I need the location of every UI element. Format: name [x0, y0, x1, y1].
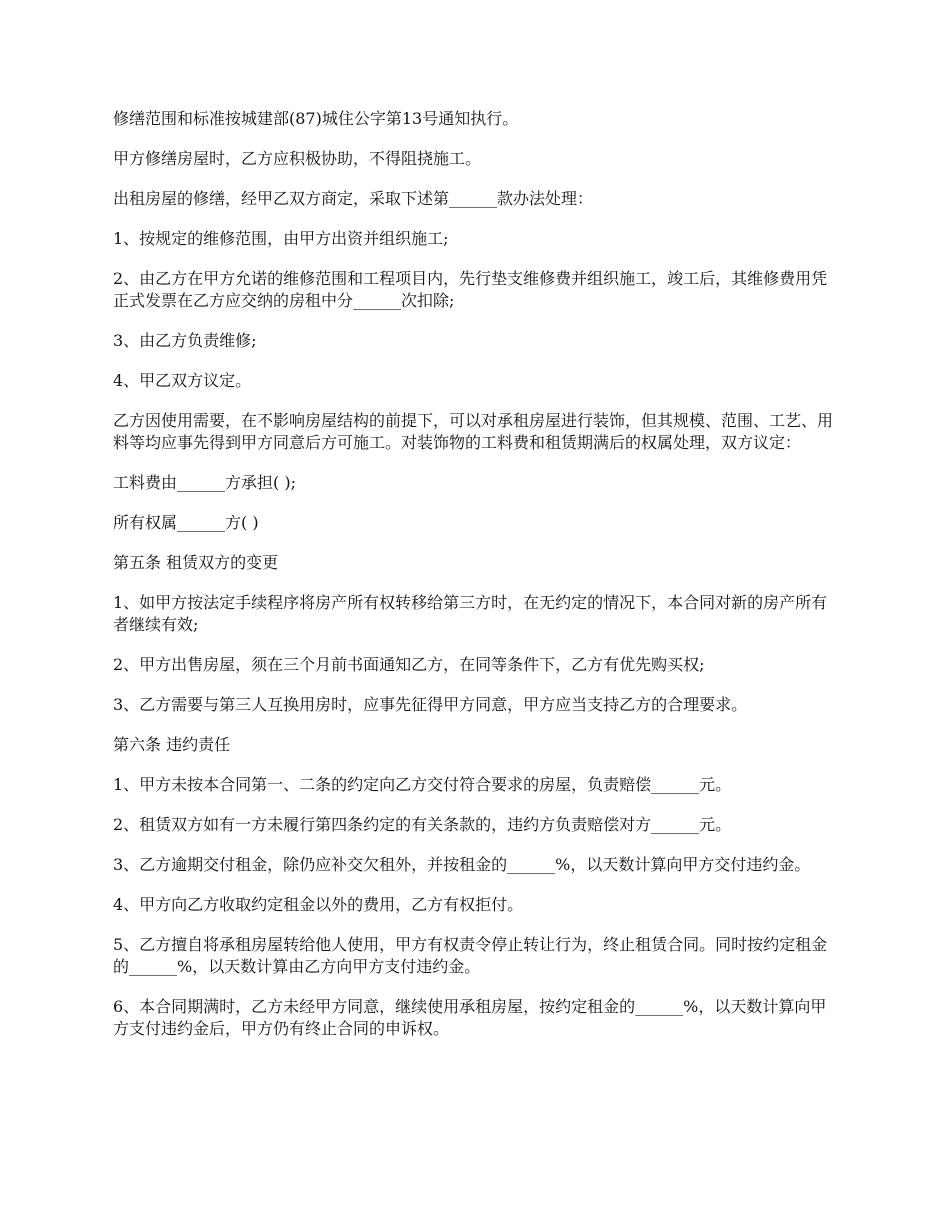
paragraph-decoration: 乙方因使用需要，在不影响房屋结构的前提下，可以对承租房屋进行装饰，但其规模、范围、工艺、用料等均应事先得到甲方同意后方可施工。对装饰物的工料费和租赁期满后的权属处理，双方议定： [113, 411, 834, 452]
paragraph-breach-4: 4、甲方向乙方收取约定租金以外的费用，乙方有权拒付。 [113, 895, 524, 914]
paragraph-decoration-cost: 工料费由______方承担( ); [113, 473, 296, 492]
paragraph-repair-cooperation: 甲方修缮房屋时，乙方应积极协助，不得阻挠施工。 [113, 149, 482, 168]
paragraph-breach-1: 1、甲方未按本合同第一、二条的约定向乙方交付符合要求的房屋，负责赔偿______元。 [113, 775, 732, 794]
paragraph-repair-option-1: 1、按规定的维修范围，由甲方出资并组织施工; [113, 229, 449, 248]
paragraph-breach-3: 3、乙方逾期交付租金，除仍应补交欠租外，并按租金的______%，以天数计算向甲方交付违约金。 [113, 855, 811, 874]
paragraph-breach-5: 5、乙方擅自将承租房屋转给他人使用，甲方有权责令停止转让行为，终止租赁合同。同时按约定租金的______%，以天数计算由乙方向甲方支付违约金。 [113, 935, 828, 976]
paragraph-repair-scope: 修缮范围和标准按城建部(87)城住公字第13号通知执行。 [113, 109, 519, 128]
paragraph-change-2: 2、甲方出售房屋，须在三个月前书面通知乙方，在同等条件下，乙方有优先购买权; [113, 655, 705, 674]
paragraph-repair-method: 出租房屋的修缮，经甲乙双方商定，采取下述第______款办法处理： [113, 189, 594, 208]
section-heading-article-5: 第五条 租赁双方的变更 [113, 553, 279, 572]
paragraph-repair-option-3: 3、由乙方负责维修; [113, 331, 257, 350]
paragraph-breach-6: 6、本合同期满时，乙方未经甲方同意，继续使用承租房屋，按约定租金的______%，以天数计算向甲方支付违约金后，甲方仍有终止合同的申诉权。 [113, 997, 827, 1038]
paragraph-change-3: 3、乙方需要与第三人互换用房时，应事先征得甲方同意，甲方应当支持乙方的合理要求。 [113, 695, 748, 714]
document-body [113, 108, 841, 1058]
paragraph-decoration-ownership: 所有权属______方( ) [113, 513, 259, 532]
paragraph-change-1: 1、如甲方按法定手续程序将房产所有权转移给第三方时，在无约定的情况下，本合同对新的房产所有者继续有效; [113, 593, 828, 634]
paragraph-repair-option-2: 2、由乙方在甲方允诺的维修范围和工程项目内，先行垫支维修费并组织施工，竣工后，其维修费用凭正式发票在乙方应交纳的房租中分______次扣除; [113, 269, 828, 310]
section-heading-article-6: 第六条 违约责任 [113, 735, 231, 754]
paragraph-repair-option-4: 4、甲乙双方议定。 [113, 371, 252, 390]
paragraph-breach-2: 2、租赁双方如有一方未履行第四条约定的有关条款的，违约方负责赔偿对方______元。 [113, 815, 732, 834]
